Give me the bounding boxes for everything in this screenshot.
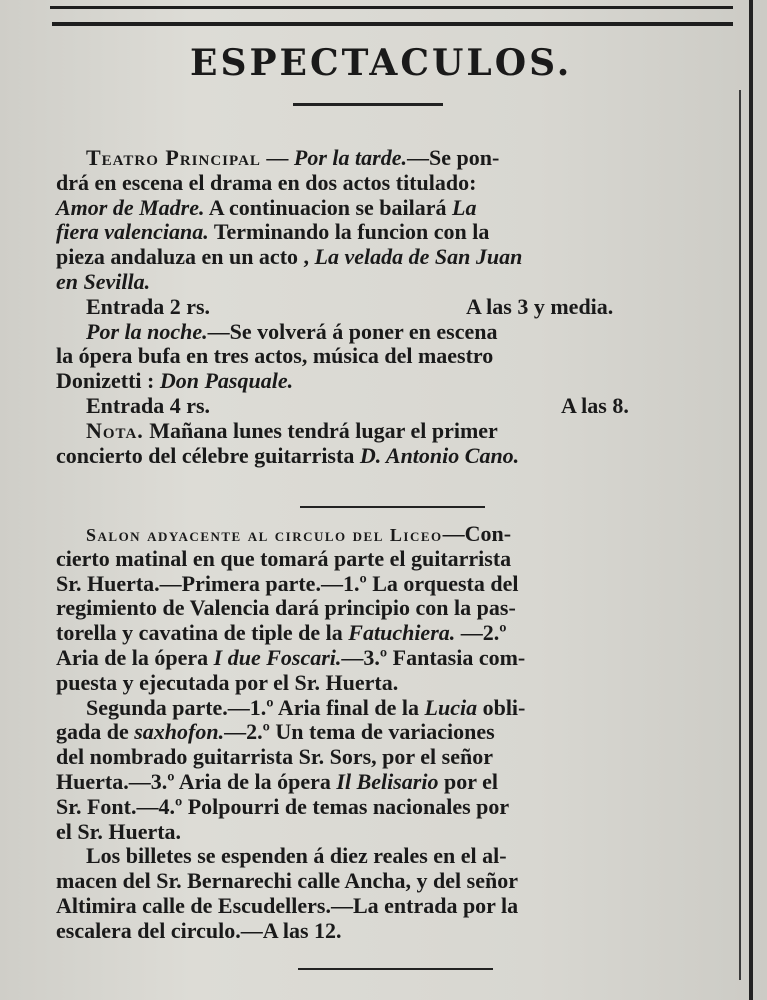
text-line: [56, 196, 736, 221]
guitarist-name: D. Antonio Cano.: [359, 442, 520, 468]
text-span: macen del Sr. Bernarechi calle Ancha, y del señor: [56, 868, 518, 894]
text-line: [56, 621, 736, 646]
text-span: escalera del circulo.—A las 12.: [56, 917, 342, 943]
text-line: [56, 547, 736, 572]
opera-title: Don Pasquale.: [159, 368, 294, 394]
entrada-line: [56, 295, 736, 320]
text-line: [56, 844, 736, 869]
text-span: —Se pon-: [406, 145, 500, 170]
text-span: Terminando la funcion con la: [208, 219, 490, 245]
text-span: Huerta.—3.º Aria de la ópera: [56, 768, 337, 794]
text-line: [56, 320, 736, 345]
text-span: Sr. Font.—4.º Polpourri de temas nacionales por: [56, 793, 510, 819]
entrada-time: A las 3 y media.: [466, 293, 614, 319]
text-span: cierto matinal en que tomará parte el guitarrista: [56, 545, 512, 571]
text-span: gada de: [56, 719, 135, 745]
text-line: [56, 720, 736, 745]
dash: —: [260, 145, 289, 170]
column-border-inner: [739, 90, 741, 980]
text-line: [56, 369, 736, 394]
text-line: [56, 646, 736, 671]
text-line: [56, 146, 736, 171]
text-span: —2.º Un tema de variaciones: [224, 719, 495, 745]
text-span: Aria de la ópera: [56, 644, 214, 670]
top-double-rule: [52, 22, 733, 26]
text-line: [56, 522, 736, 547]
bottom-divider: [298, 968, 493, 970]
text-line: [56, 671, 736, 696]
section-divider: [300, 506, 485, 508]
text-span: Los billetes se espenden á diez reales en el al-: [86, 843, 507, 869]
text-line: [56, 171, 736, 196]
venue-name: Salon adyacente al circulo del Liceo: [86, 525, 443, 545]
text-span: Mañana lunes tendrá lugar el primer: [143, 417, 498, 443]
text-span: Donizetti :: [56, 368, 160, 394]
venue-name: Teatro Principal: [86, 145, 261, 170]
column-border-right: [749, 0, 753, 1000]
entrada-line: [56, 394, 736, 419]
opera-title: Il Belisario: [336, 768, 439, 794]
dance-title: La: [452, 194, 477, 220]
text-span: —Con-: [442, 521, 512, 546]
session-label: Por la noche.: [86, 318, 208, 344]
text-span: pieza andaluza en un acto ,: [56, 244, 315, 270]
entrada-price: Entrada 2 rs.: [86, 293, 211, 319]
text-line: [56, 419, 736, 444]
text-span: del nombrado guitarrista Sr. Sors, por el señor: [56, 744, 493, 770]
text-line: [56, 919, 736, 944]
entrada-time: A las 8.: [561, 392, 629, 418]
session-label: Por la tarde.: [293, 145, 407, 170]
play-title: Amor de Madre.: [56, 194, 205, 220]
text-span: torella y cavatina de tiple de la: [56, 620, 349, 646]
top-rule: [50, 6, 733, 9]
text-span: —2.º: [455, 620, 507, 646]
dance-title-cont: fiera valenciana.: [56, 219, 209, 245]
text-span: Altimira calle de Escudellers.—La entrada por la: [56, 892, 519, 918]
text-span: A continuacion se bailará: [204, 194, 453, 220]
text-span: el Sr. Huerta.: [56, 818, 182, 844]
text-line: [56, 745, 736, 770]
piece-title-cont: en Sevilla.: [56, 268, 151, 294]
title-divider: [293, 103, 443, 106]
opera-title: I due Foscari.: [213, 644, 342, 670]
entrada-price: Entrada 4 rs.: [86, 392, 211, 418]
section-title: ESPECTACULOS.: [190, 42, 573, 84]
nota-label: Nota.: [86, 417, 144, 443]
text-span: Sr. Huerta.—Primera parte.—1.º La orquesta del: [56, 570, 519, 596]
text-span: la ópera bufa en tres actos, música del maestro: [56, 343, 494, 369]
text-line: [56, 245, 736, 270]
text-line: [56, 795, 736, 820]
text-span: —3.º Fantasia com-: [341, 644, 526, 670]
piece-title: La velada de San Juan: [314, 244, 523, 270]
text-line: [56, 869, 736, 894]
salon-block: [56, 522, 736, 944]
text-span: concierto del célebre guitarrista: [56, 442, 360, 468]
text-line: [56, 894, 736, 919]
text-line: [56, 572, 736, 597]
teatro-principal-block: [56, 146, 736, 468]
text-span: obli-: [477, 694, 526, 720]
text-span: drá en escena el drama en dos actos titulado:: [56, 169, 477, 195]
text-line: [56, 596, 736, 621]
text-span: —Se volverá á poner en escena: [207, 318, 498, 344]
text-span: Segunda parte.—1.º Aria final de la: [86, 694, 425, 720]
opera-title: Lucia: [424, 694, 478, 720]
text-line: [56, 220, 736, 245]
text-line: [56, 270, 736, 295]
text-line: [56, 770, 736, 795]
text-span: por el: [438, 768, 498, 794]
text-line: [56, 696, 736, 721]
text-line: [56, 444, 736, 469]
text-span: regimiento de Valencia dará principio con la pas-: [56, 595, 516, 621]
opera-title: Fatuchiera.: [348, 620, 456, 646]
text-span: puesta y ejecutada por el Sr. Huerta.: [56, 669, 399, 695]
instrument-name: saxhofon.: [134, 719, 225, 745]
text-line: [56, 344, 736, 369]
text-line: [56, 820, 736, 845]
